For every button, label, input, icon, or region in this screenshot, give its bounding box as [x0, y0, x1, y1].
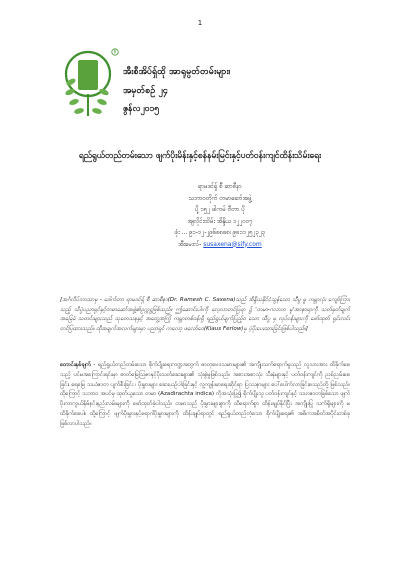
svg-text:R: R: [113, 49, 117, 55]
body-paragraph: [60, 361, 350, 430]
article-title: ရည်ရွယ်တည်တမ်းသော ဖျက်ပိုးမိန်းနှင့်စန်နမ်းမြင်းနှင့်ပတ်ဝန်းကျင်ထိန်းသိမ်းရေး: [78, 151, 322, 161]
abstract: [အင်္ဂလိပ်ဘာသာမှ - ဒေါက်တာ ရာမဒင်ရှ် စီ ဆာစီနာ(Dr. Ramesh C. Saxena)သည် အိန္ဒိယနိုင်ငံသွန်သော သီပွ မှု ကမ္ဘာလုံး ကျော်ကြားသည့် သိပ္ပံပညာရှင်နှင့်တမာဆော်အဖွဲ့၏ဥက္ကဋ္ဌဖြစ်သည်။ ဤဆောင်းပါးကို လေ့လာတင်ပြရာ ၌ 'တမာ-ဂလာဘ မူ'အာနာရာကို သတ်မှတ်ချက် အခြေခံ သတင်းများသည် သုတေသနနှင့် အတွေ့အကြုံ ကမ္ဘာတစ်ဝန်းရှိ ရည်ရွယ်ချက်ပြည့်ဝ သော သီပွ မှ လုပ်ငန်းများကို ဖော်ထုတ် ရှင်းလင်းတင်ပြထားသည်။ ထိုအချက်အလက်များမှာ ပညာရှင် ကလော့ ဖလော်ဝေ(Klaus Ferlow)မှ ပံ့ပိုးပေးထားခြင်းဖြစ်ပါသည်။]: [60, 297, 350, 333]
author-address: ပို့ ၁၅၂ ဖါကမ် ဗီတာ ပို: [195, 206, 245, 213]
email-label: အီးမေးလ်-: [178, 240, 202, 248]
header-text: [123, 66, 230, 116]
author-phone: ဖုံး ... ၉၁-၁၂-၂၉၆၈၈၈၈၊ ၉၈၁၁၂၅၂၃၂၃: [174, 229, 266, 236]
header-line-1: အီးစီအိပ်ရှ်ထို အာရုမ္ပတ်တမ်းများ၊: [123, 67, 231, 77]
author-affiliation: သဘာဝတိုက် တမာဆော်အဖွဲ့: [188, 194, 252, 202]
header-line-2: အမှတ်စဥ် ၂၄: [123, 86, 168, 96]
author-city: အျလိုင်းထိမ်း အိန္ဒိယ ၁၂၂၀၀၇: [187, 217, 253, 225]
email-link[interactable]: susaxena@sify.com: [203, 240, 262, 248]
author-name: ရာမဒင်ရှ် စီ ဆာစီနာ: [198, 183, 242, 190]
page-number: 1: [197, 19, 203, 27]
organization-logo: [62, 44, 120, 118]
author-block: [110, 181, 330, 250]
body-heading: တောင်းနှစ်ချက်: [60, 362, 91, 368]
author-email-row: [110, 239, 330, 251]
body-text: - ရည်ရွယ်တည်တမ်းသော စိုက်ပျိုးရေးကဏ္ဍအတွက် ဓာတုဗေဒသမားများ၏ အကျိုးသက်ရောက်မှုသည် လူသားအား ထိခိုက်စေသည့် ပင်မအကြောင်းရင်းမှာ ဓာတ်မြေဩဇာနှင့်ပိုးသတ်ဆေးများ၏ သုံးစွဲမှုဖြစ်သည်။ အစားအစာသုံး သီးနှံများနှင့် ပတ်ဝန်းကျင်ကို ညစ်ညမ်းစေခြင်း၊ ရေမြေ သယံဇာတ ပျက်စီးခြင်း ၊ ပိုးမွှားများ ဆေးယဉ်ပါးခြင်းနှင့် လူ့ကျန်းမာရေးဆိုင်ရာ ပြဿနာများ ပေါ်ပေါက်လာခြင်းစသည်တို့ ဖြစ်သည်။ ထိုကြောင့် သဘာဝ အပင်မှ ထုတ်ယူသော တမာ (Azadirachta indica) ကိုအသုံးပြု၍ စိုက်ပျိုးသူ ပတ်ဝန်းကျင်နှင့် သဟဇာတဖြစ်သော ဖျက်ပိုးကာကွယ်နှိမ်နင်းနည်းလမ်းများကို ဖော်ထုတ်ခဲ့ပါသည်။ တမာသည် ပိုးမွှားများစွာကို ထိရောက်စွာ ထိန်းချုပ်နိုင်ပြီး အကျိုးပြု သက်ရှိများကို မထိခိုက်စေပါ။ ထို့ကြောင့် ဖျက်ပိုးမွှားနှင့်ရောဂါပိုးမွှားများကို ထိန်းချုပ်ရာတွင် ရည်ရွယ်တည်တံ့သော စိုက်ပျိုးရေး၏ အဓိကအစိတ်အပိုင်းတစ်ခု ဖြစ်လာပါသည်။: [60, 362, 350, 427]
header-line-3: ဇွန်လ၂၀၁၅: [123, 104, 159, 114]
